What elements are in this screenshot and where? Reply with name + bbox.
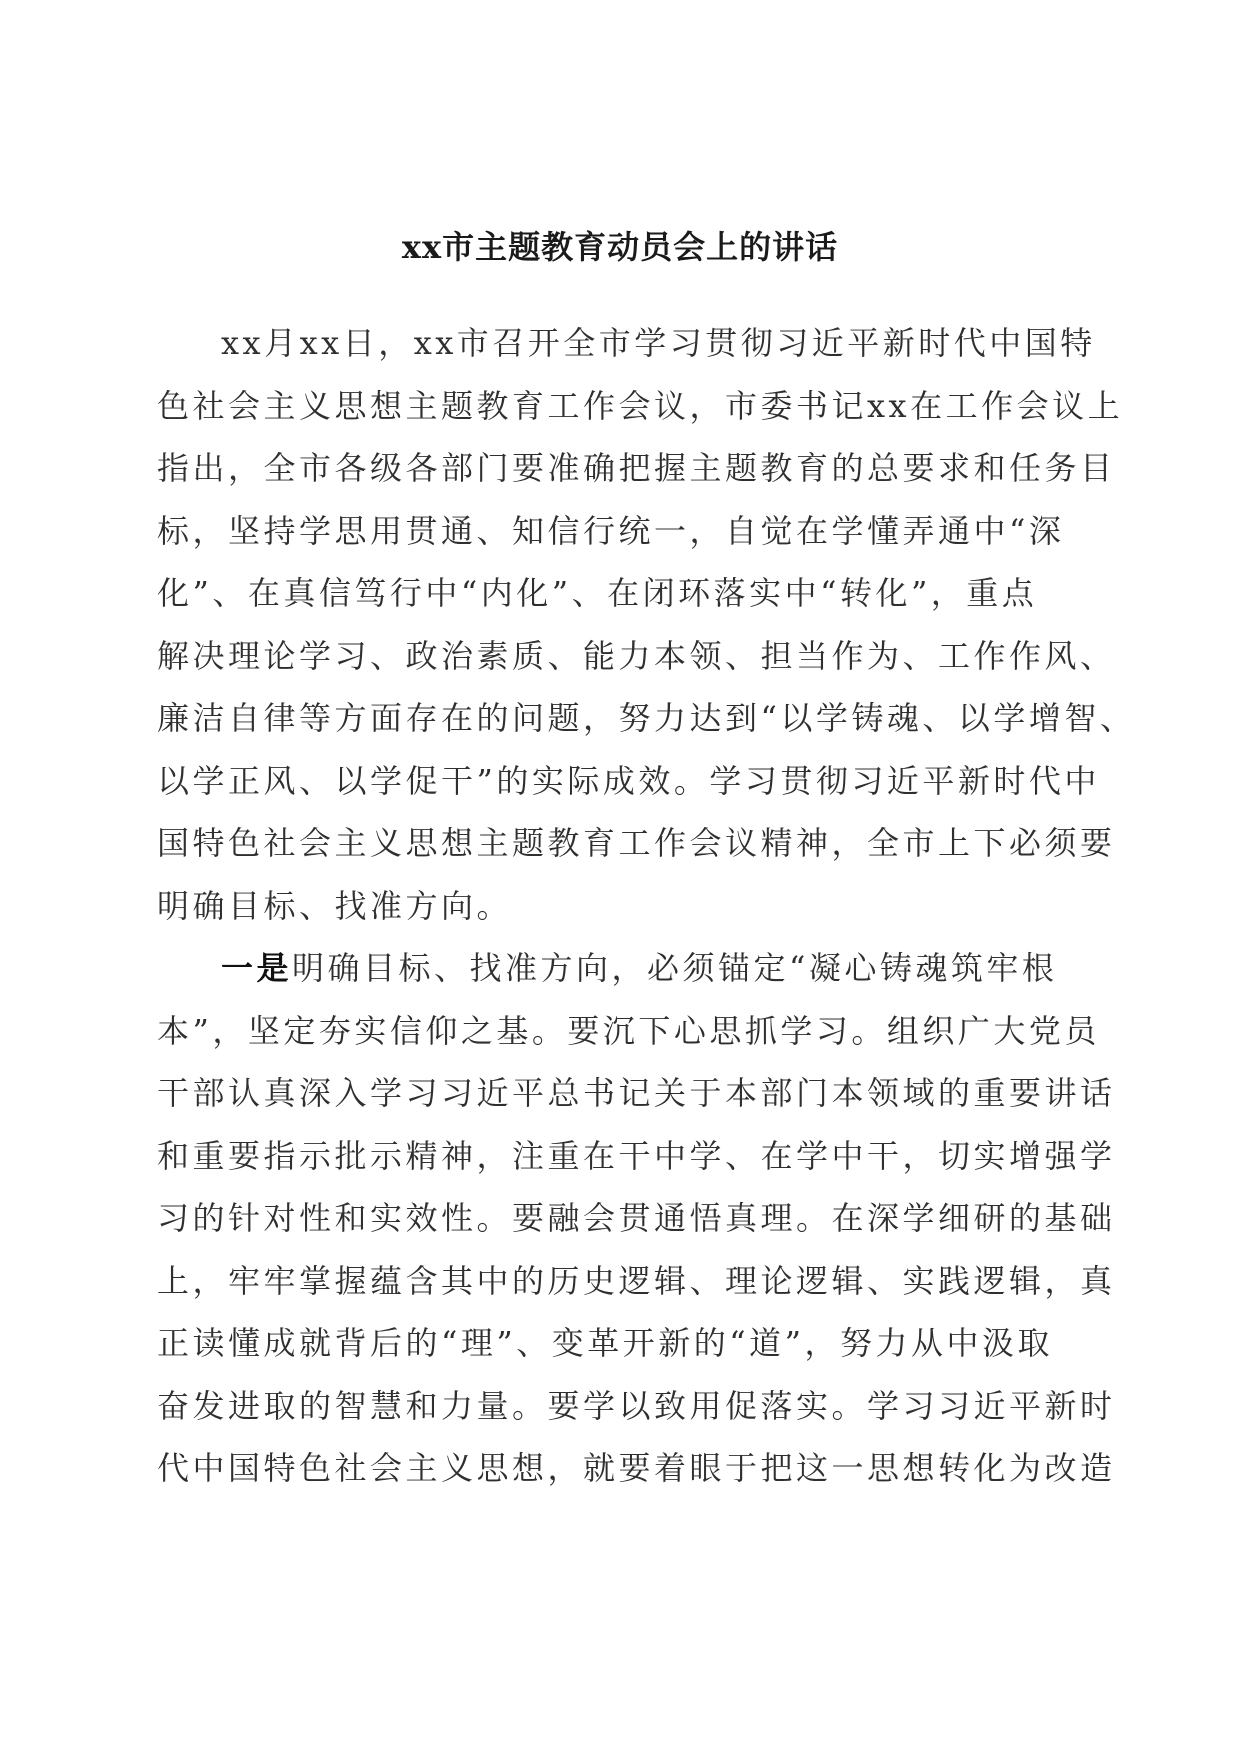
paragraph-1-line: 化”、在真信笃行中“内化”、在闭环落实中“转化”，重点 [157, 574, 1038, 612]
paragraph-2-line: 代中国特色社会主义思想，就要着眼于把这一思想转化为改造 [157, 1449, 1116, 1487]
paragraph-1-line: xx月xx日，xx市召开全市学习贯彻习近平新时代中国特 [221, 324, 1096, 362]
document-title: xx市主题教育动员会上的讲话 [401, 228, 839, 266]
paragraph-2-first-line-text: 明确目标、找准方向，必须锚定“凝心铸魂筑牢根 [292, 949, 1058, 987]
paragraph-2-first-line [221, 948, 1057, 988]
paragraph-1-line: 指出，全市各级各部门要准确把握主题教育的总要求和任务目 [157, 449, 1116, 487]
paragraph-2-line: 本”，坚定夯实信仰之基。要沉下心思抓学习。组织广大党员 [157, 1012, 1100, 1050]
paragraph-1-line: 以学正风、以学促干”的实际成效。学习贯彻习近平新时代中 [157, 762, 1100, 800]
paragraph-2-line: 和重要指示批示精神，注重在干中学、在学中干，切实增强学 [157, 1137, 1116, 1175]
paragraph-1-line: 明确目标、找准方向。 [157, 887, 513, 925]
paragraph-1-line: 解决理论学习、政治素质、能力本领、担当作为、工作作风、 [157, 637, 1116, 675]
paragraph-2-lead: 一是 [221, 949, 293, 987]
paragraph-2-line: 正读懂成就背后的“理”、变革开新的“道”，努力从中汲取 [157, 1324, 1053, 1362]
paragraph-1-line: 色社会主义思想主题教育工作会议，市委书记xx在工作会议上 [157, 387, 1124, 425]
paragraph-1-line: 廉洁自律等方面存在的问题，努力达到“以学铸魂、以学增智、 [157, 699, 1136, 737]
paragraph-2-line: 上，牢牢掌握蕴含其中的历史逻辑、理论逻辑、实践逻辑，真 [157, 1262, 1116, 1300]
paragraph-1-line: 标，坚持学思用贯通、知信行统一，自觉在学懂弄通中“深 [157, 512, 1065, 550]
paragraph-1-line: 国特色社会主义思想主题教育工作会议精神，全市上下必须要 [157, 824, 1116, 862]
paragraph-2-line: 奋发进取的智慧和力量。要学以致用促落实。学习习近平新时 [157, 1387, 1116, 1425]
paragraph-2-line: 习的针对性和实效性。要融会贯通悟真理。在深学细研的基础 [157, 1199, 1116, 1237]
paragraph-2-line: 干部认真深入学习习近平总书记关于本部门本领域的重要讲话 [157, 1074, 1116, 1112]
